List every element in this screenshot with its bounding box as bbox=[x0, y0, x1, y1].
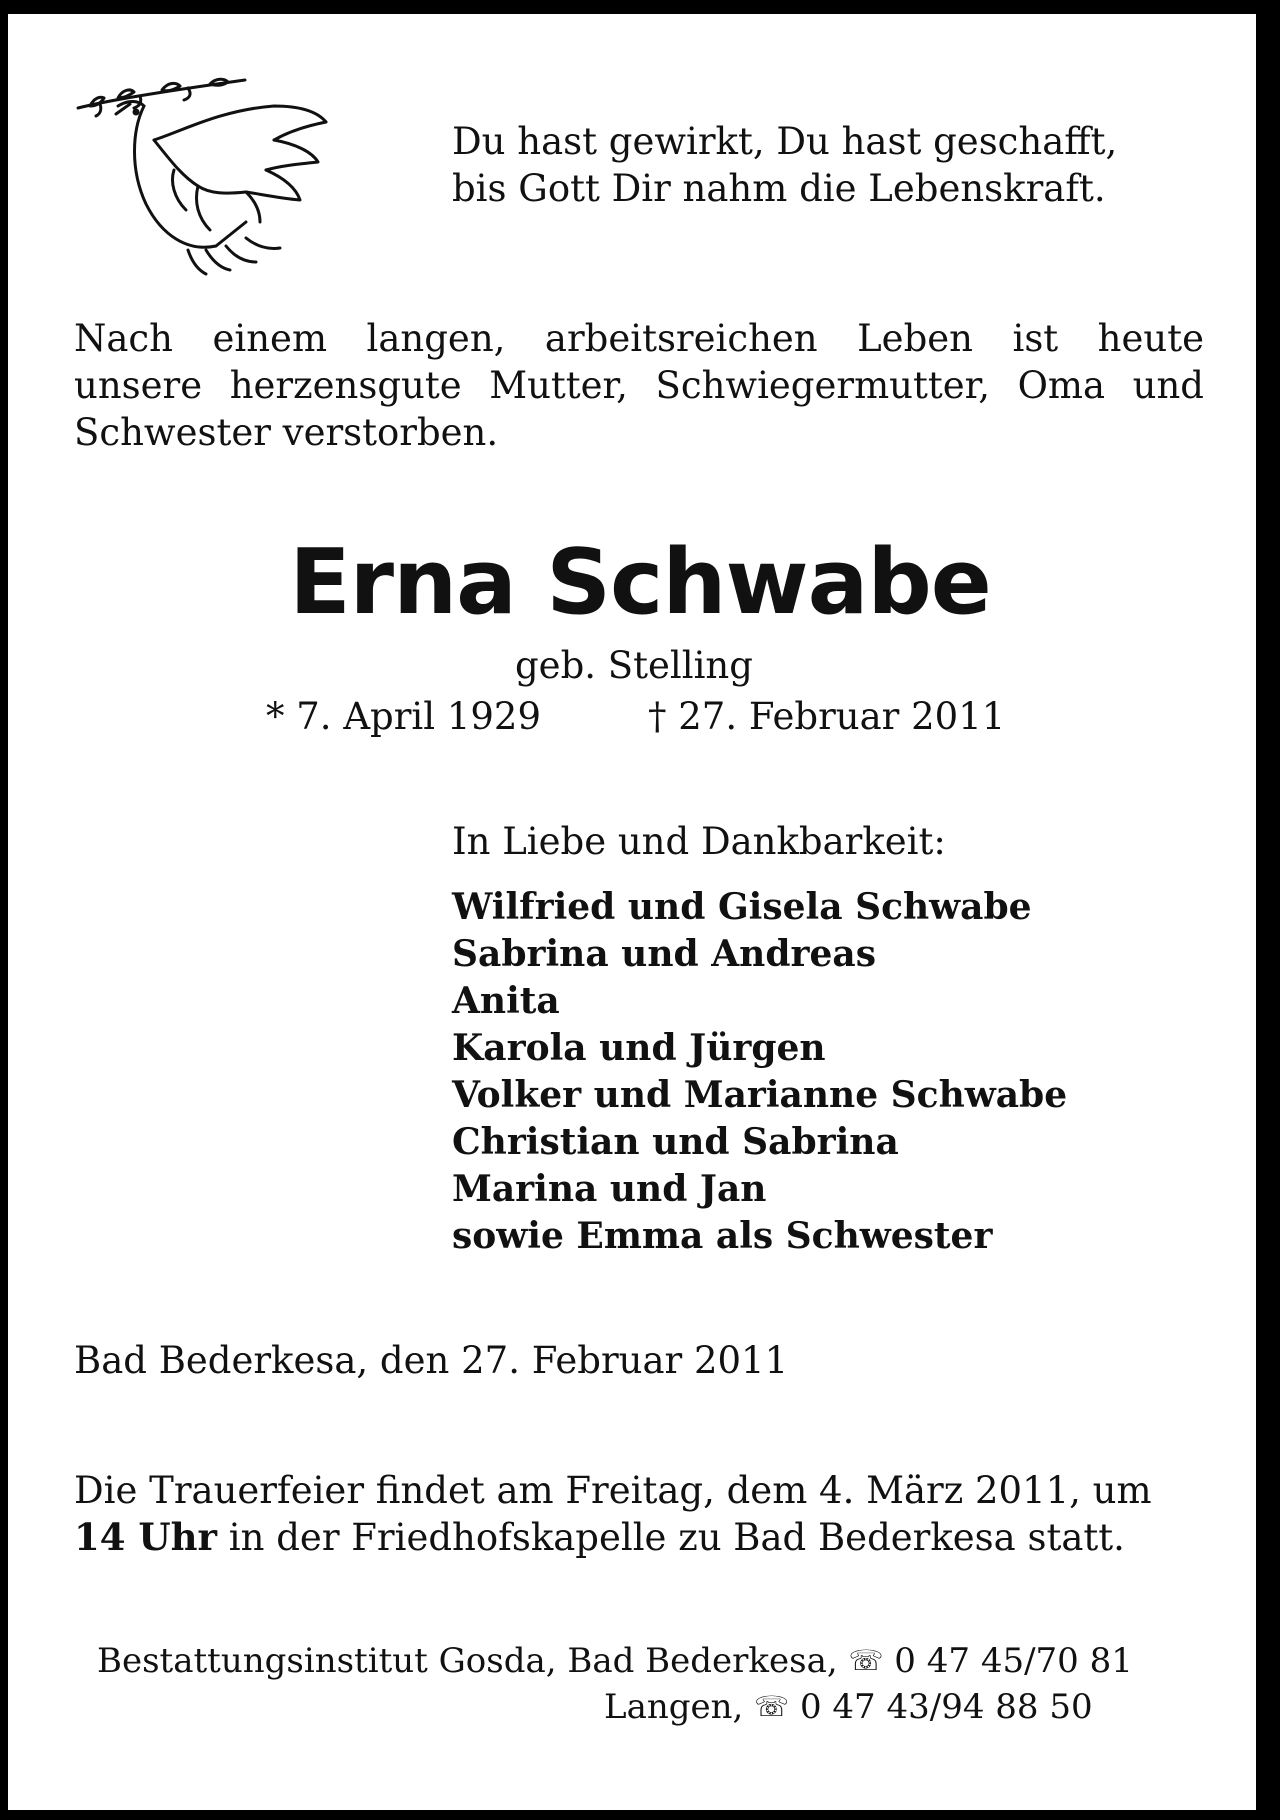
phone-icon: ☏ bbox=[754, 1690, 790, 1723]
thanks-line: In Liebe und Dankbarkeit: bbox=[452, 820, 946, 863]
birth-date: * 7. April 1929 bbox=[266, 695, 542, 738]
undertaker-phone-2: 0 47 43/94 88 50 bbox=[789, 1687, 1093, 1727]
ceremony-time: 14 Uhr bbox=[74, 1515, 218, 1559]
mourner-item: Sabrina und Andreas bbox=[452, 933, 876, 975]
intro-line-2: unsere herzensgute Mutter, Schwiegermutter, Oma und bbox=[74, 364, 1204, 407]
dove-with-olive-branch-icon bbox=[70, 70, 330, 280]
mourner-item: Wilfried und Gisela Schwabe bbox=[452, 886, 1032, 928]
deceased-name: Erna Schwabe bbox=[289, 530, 991, 635]
intro-line-3: Schwester verstorben. bbox=[74, 411, 499, 454]
mourner-item: sowie Emma als Schwester bbox=[452, 1215, 993, 1257]
undertaker-line-2 bbox=[604, 1684, 1093, 1732]
motto-line-2: bis Gott Dir nahm die Lebenskraft. bbox=[452, 167, 1106, 210]
undertaker-phone-1: 0 47 45/70 81 bbox=[883, 1641, 1133, 1681]
mourner-item: Marina und Jan bbox=[452, 1168, 767, 1210]
ceremony-location: in der Friedhofskapelle zu Bad Bederkesa statt. bbox=[217, 1516, 1125, 1559]
motto-line-1: Du hast gewirkt, Du hast geschafft, bbox=[452, 120, 1118, 163]
intro-paragraph bbox=[74, 315, 1204, 456]
mourners-list bbox=[452, 884, 1067, 1260]
phone-icon: ☏ bbox=[848, 1644, 884, 1677]
undertaker-branch: Langen, bbox=[604, 1687, 755, 1727]
mourner-item: Karola und Jürgen bbox=[452, 1027, 826, 1069]
maiden-name: geb. Stelling bbox=[515, 644, 753, 687]
mourner-item: Anita bbox=[452, 980, 560, 1022]
place-and-date: Bad Bederkesa, den 27. Februar 2011 bbox=[74, 1339, 789, 1382]
undertaker-line-1 bbox=[97, 1638, 1133, 1686]
ceremony-notice bbox=[74, 1467, 1204, 1561]
motto-verse bbox=[452, 118, 1212, 212]
undertaker-name: Bestattungsinstitut Gosda, Bad Bederkesa, bbox=[97, 1641, 849, 1681]
death-date: † 27. Februar 2011 bbox=[648, 695, 1006, 738]
intro-line-1: Nach einem langen, arbeitsreichen Leben ist heute bbox=[74, 317, 1204, 360]
ceremony-line-2 bbox=[74, 1514, 1204, 1561]
mourner-item: Volker und Marianne Schwabe bbox=[452, 1074, 1068, 1116]
ceremony-line-1: Die Trauerfeier findet am Freitag, dem 4. März 2011, um bbox=[74, 1469, 1152, 1512]
mourner-item: Christian und Sabrina bbox=[452, 1121, 899, 1163]
